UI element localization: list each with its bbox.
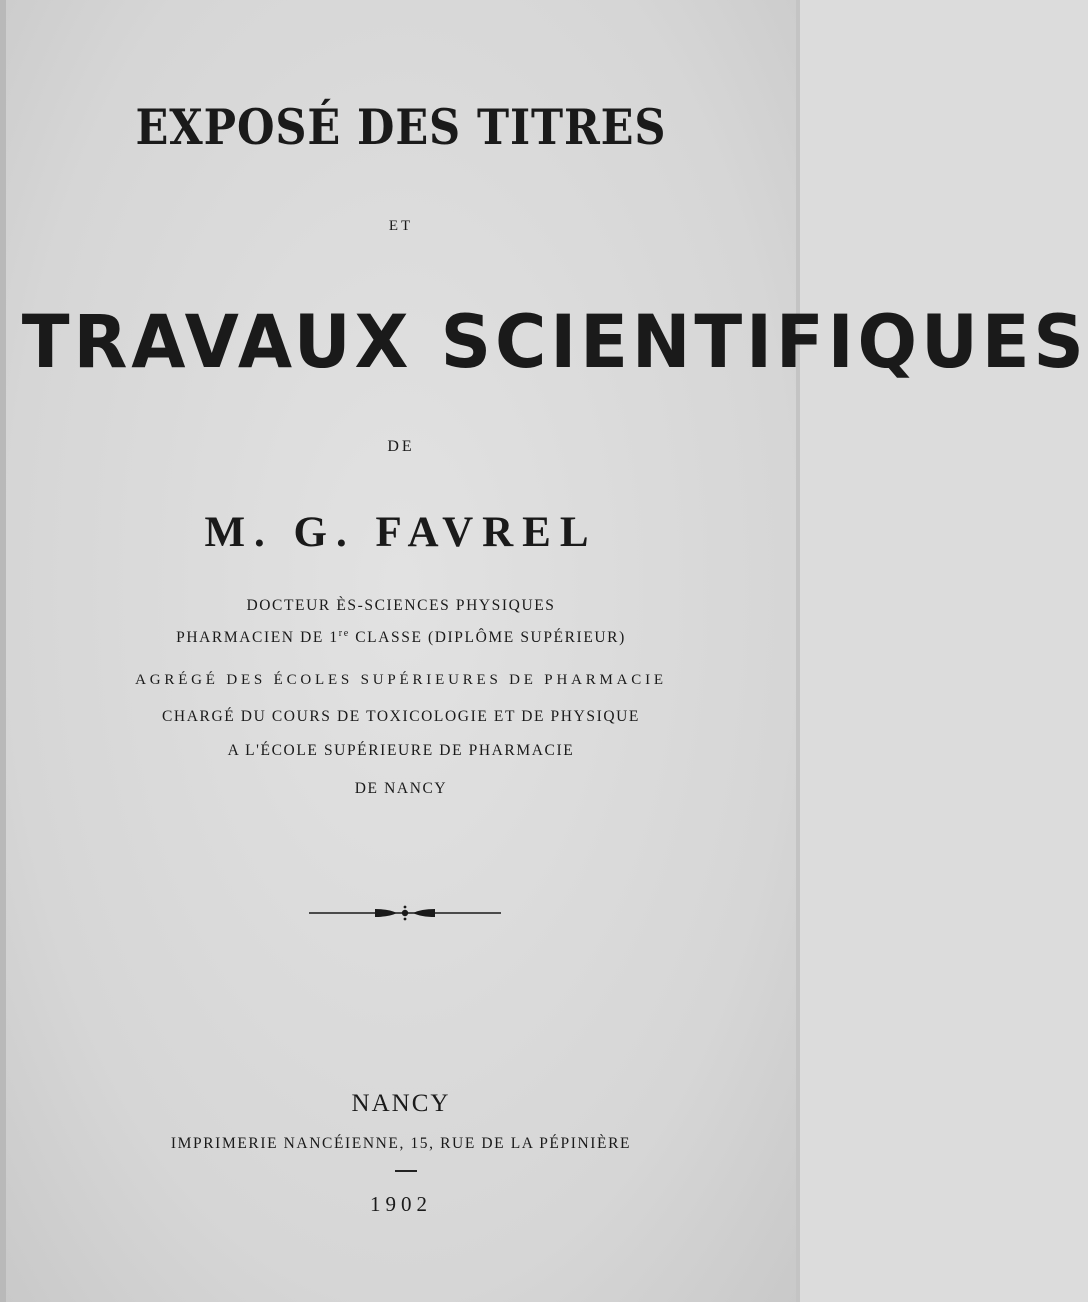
credential-line: CHARGÉ DU COURS DE TOXICOLOGIE ET DE PHYSIQUE [161,708,641,725]
credential-line: DE NANCY [354,780,448,797]
title-line-1: EXPOSÉ DES TITRES [135,98,667,156]
decorative-rule-ornament-icon [309,903,501,923]
credential-line: AGRÉGÉ DES ÉCOLES SUPÉRIEURES DE PHARMACIE [135,672,667,688]
credential-text: PHARMACIEN DE 1 [176,629,339,647]
credential-superscript: re [338,628,350,639]
author-name: M. G. FAVREL [204,509,598,556]
credential-line: A L'ÉCOLE SUPÉRIEURE DE PHARMACIE [227,742,575,759]
conjunction-et: ET [388,218,414,234]
credential-text: CLASSE (DIPLÔME SUPÉRIEUR) [349,629,626,647]
credential-line: DOCTEUR ÈS-SCIENCES PHYSIQUES [246,597,556,614]
divider [395,1170,417,1172]
conjunction-de: DE [387,438,415,455]
credential-line [6,628,796,647]
imprint-city: NANCY [351,1090,451,1117]
imprint-year: 1902 [370,1192,432,1216]
title-line-2: TRAVAUX SCIENTIFIQUES [21,300,1088,385]
imprint-printer: IMPRIMERIE NANCÉIENNE, 15, RUE DE LA PÉPINIÈRE [170,1135,632,1152]
